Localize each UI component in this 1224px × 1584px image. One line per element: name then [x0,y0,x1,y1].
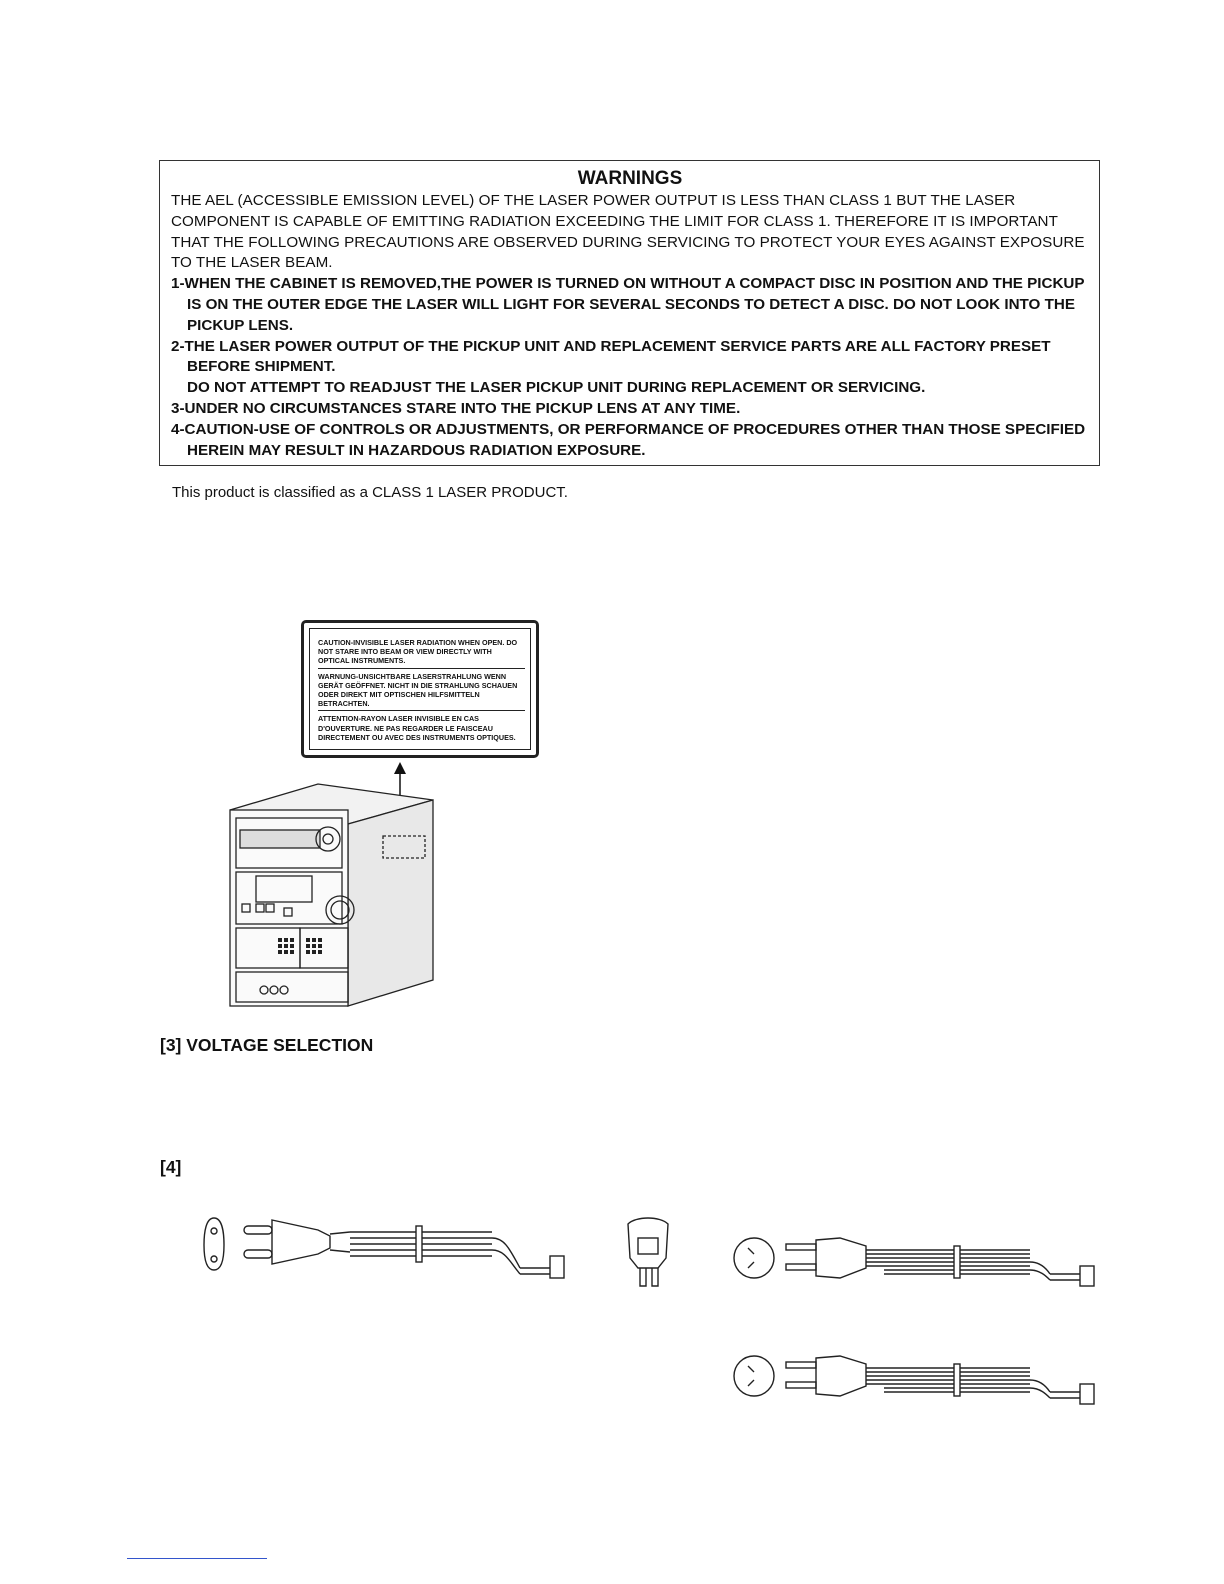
voltage-selection-heading: [3] VOLTAGE SELECTION [160,1035,374,1055]
laser-caution-label [301,620,539,758]
adapter-plug-icon [620,1214,676,1292]
stereo-unit-illustration [228,784,438,1010]
footer-rule [127,1558,267,1559]
section-4-heading: [4] [160,1157,182,1177]
warnings-intro: THE AEL (ACCESSIBLE EMISSION LEVEL) OF THE LASER POWER OUTPUT IS LESS THAN CLASS 1 BUT THE LASER COMPONENT IS CAPABLE OF EMITTING RADIATION EXCEEDING THE LIMIT FOR CLASS 1. THEREFORE IT IS IMPORTANT THAT THE FOLLOWING PRECAUTIONS ARE OBSERVED DURING SERVICING TO PROTECT YOUR EYES AGAINST EXPOSURE TO THE LASER BEAM. [171,192,1085,272]
warning-item-4: 4-CAUTION-USE OF CONTROLS OR ADJUSTMENTS, OR PERFORMANCE OF PROCEDURES OTHER THAN THOSE SPECIFIED HEREIN MAY RESULT IN HAZARDOUS RADIATION EXPOSURE. [171,420,1086,459]
euro-plug-cord-icon [200,1212,570,1292]
warning-item-2: 2-THE LASER POWER OUTPUT OF THE PICKUP UNIT AND REPLACEMENT SERVICE PARTS ARE ALL FACTORY PRESET BEFORE SHIPMENT. DO NOT ATTEMPT TO READJUST THE LASER PICKUP UNIT DURING REPLACEMENT OR SERVICING. [171,337,1089,399]
warning-item-3: 3-UNDER NO CIRCUMSTANCES STARE INTO THE PICKUP LENS AT ANY TIME. [171,399,741,417]
warning-item-1: 1-WHEN THE CABINET IS REMOVED,THE POWER IS TURNED ON WITHOUT A COMPACT DISC IN POSITION AND THE PICKUP IS ON THE OUTER EDGE THE LASER WILL LIGHT FOR SEVERAL SECONDS TO DETECT A DISC. DO NOT LOOK INTO THE PICKUP LENS. [171,275,1085,334]
au-plug-cord-1-icon [730,1234,1098,1290]
class1-notice: This product is classified as a CLASS 1 LASER PRODUCT. [172,484,568,501]
au-plug-cord-2-icon [730,1352,1098,1408]
label-english: CAUTION-INVISIBLE LASER RADIATION WHEN OPEN. DO NOT STARE INTO BEAM OR VIEW DIRECTLY WITH OPTICAL INSTRUMENTS. [318,638,518,666]
warnings-title: WARNINGS [577,168,683,189]
warnings-box [159,160,1100,466]
label-german: WARNUNG-UNSICHTBARE LASERSTRAHLUNG WENN GERÄT GEÖFFNET. NICHT IN DIE STRAHLUNG SCHAUEN ODER DIREKT MIT OPTISCHEN HILFSMITTELN BETRACHTEN. [318,668,525,711]
label-french: ATTENTION-RAYON LASER INVISIBLE EN CAS D'OUVERTURE. NE PAS REGARDER LE FAISCEAU DIRECTEMENT OU AVEC DES INSTRUMENTS OPTIQUES. [318,710,525,744]
warnings-list [171,274,1089,461]
warning-item-2-sub: DO NOT ATTEMPT TO READJUST THE LASER PICKUP UNIT DURING REPLACEMENT OR SERVICING. [187,379,926,397]
